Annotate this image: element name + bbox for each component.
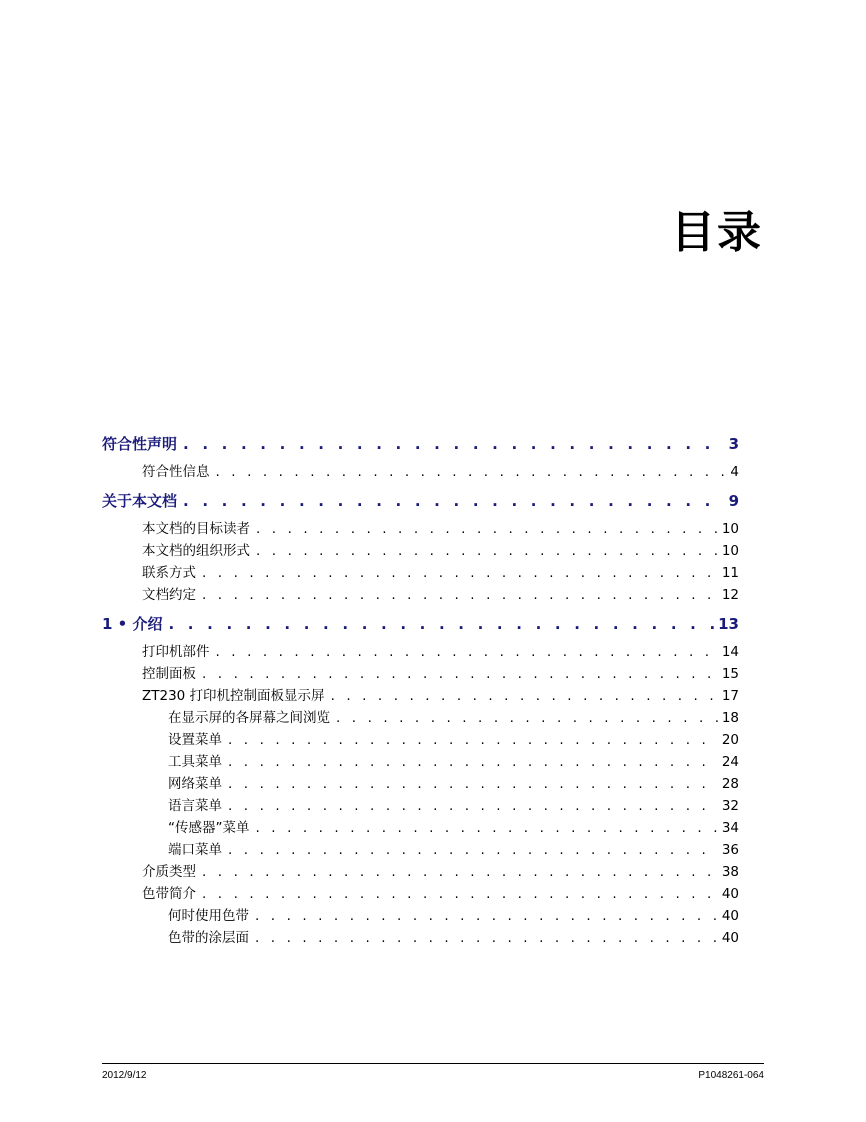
toc-entry-compliance[interactable] [102, 433, 739, 455]
toc-entry-audience[interactable] [142, 517, 739, 537]
toc-leader-dots [255, 930, 718, 946]
toc-leader-dots [256, 820, 718, 836]
toc-leader-dots [256, 543, 718, 559]
toc-entry-introduction[interactable] [102, 613, 739, 635]
toc-entry-page: 13 [718, 615, 739, 633]
footer-divider [102, 1063, 764, 1064]
toc-entry-label: 关于本文档 [102, 492, 178, 510]
toc-entry-navigate-screens[interactable] [168, 706, 739, 726]
footer-date: 2012/9/12 [102, 1070, 147, 1081]
toc-entry-page: 4 [730, 464, 739, 480]
toc-entry-page: 28 [721, 776, 739, 792]
toc-leader-dots [228, 842, 718, 858]
toc-entry-ribbon-coated-side[interactable] [168, 926, 739, 946]
toc-entry-page: 3 [728, 435, 739, 453]
toc-leader-dots [202, 886, 718, 902]
toc-leader-dots [255, 908, 718, 924]
toc-entry-port-menu[interactable] [168, 838, 739, 858]
toc-entry-label: ZT230 打印机控制面板显示屏 [142, 688, 325, 704]
toc-entry-page: 34 [721, 820, 739, 836]
toc-entry-label: 联系方式 [142, 565, 196, 581]
toc-entry-printer-parts[interactable] [142, 640, 739, 660]
toc-entry-page: 32 [721, 798, 739, 814]
toc-entry-compliance-info[interactable] [142, 460, 739, 480]
toc-entry-label: 打印机部件 [142, 644, 210, 660]
toc-leader-dots [183, 435, 725, 453]
toc-entry-page: 14 [721, 644, 739, 660]
toc-leader-dots [202, 565, 718, 581]
toc-entry-label: 端口菜单 [168, 842, 222, 858]
toc-entry-about[interactable] [102, 490, 739, 512]
toc-entry-label: 何时使用色带 [168, 908, 249, 924]
toc-entry-when-use-ribbon[interactable] [168, 904, 739, 924]
toc-entry-ribbon-overview[interactable] [142, 882, 739, 902]
toc-leader-dots [183, 492, 725, 510]
toc-entry-tools-menu[interactable] [168, 750, 739, 770]
toc-entry-label: 文档约定 [142, 587, 196, 603]
toc-entry-label: 工具菜单 [168, 754, 222, 770]
toc-entry-page: 10 [721, 543, 739, 559]
footer-doc-number: P1048261-064 [698, 1070, 764, 1081]
toc-entry-page: 40 [721, 886, 739, 902]
toc-leader-dots [331, 688, 718, 704]
toc-entry-language-menu[interactable] [168, 794, 739, 814]
toc-entry-label: 1 • 介绍 [102, 615, 163, 633]
toc-leader-dots [168, 615, 714, 633]
toc-entry-label: 语言菜单 [168, 798, 222, 814]
toc-entry-page: 10 [721, 521, 739, 537]
toc-entry-page: 11 [721, 565, 739, 581]
toc-entry-label: 符合性信息 [142, 464, 210, 480]
toc-leader-dots [228, 798, 718, 814]
toc-entry-setup-menu[interactable] [168, 728, 739, 748]
toc-entry-page: 17 [721, 688, 739, 704]
toc-entry-label: 色带的涂层面 [168, 930, 249, 946]
toc-leader-dots [216, 464, 727, 480]
toc-leader-dots [336, 710, 718, 726]
toc-entry-label: 色带简介 [142, 886, 196, 902]
toc-entry-media-types[interactable] [142, 860, 739, 880]
toc-entry-control-panel[interactable] [142, 662, 739, 682]
toc-entry-label: 在显示屏的各屏幕之间浏览 [168, 710, 330, 726]
toc-entry-label: 本文档的目标读者 [142, 521, 250, 537]
toc-entry-page: 18 [721, 710, 739, 726]
toc-entry-page: 12 [721, 587, 739, 603]
page-title: 目录 [671, 207, 763, 258]
toc-leader-dots [228, 754, 718, 770]
toc-entry-sensor-menu[interactable] [168, 816, 739, 836]
toc-leader-dots [202, 587, 718, 603]
toc-entry-page: 38 [721, 864, 739, 880]
toc-entry-contact[interactable] [142, 561, 739, 581]
toc-entry-page: 36 [721, 842, 739, 858]
toc-entry-network-menu[interactable] [168, 772, 739, 792]
toc-leader-dots [202, 864, 718, 880]
toc-entry-page: 40 [721, 930, 739, 946]
toc-entry-label: 设置菜单 [168, 732, 222, 748]
toc-entry-label: “传感器”菜单 [168, 820, 250, 836]
toc-leader-dots [228, 776, 718, 792]
toc-entry-label: 符合性声明 [102, 435, 178, 453]
toc-entry-page: 24 [721, 754, 739, 770]
toc-entry-page: 20 [721, 732, 739, 748]
toc-leader-dots [202, 666, 718, 682]
toc-entry-page: 9 [728, 492, 739, 510]
toc-entry-organization[interactable] [142, 539, 739, 559]
toc-entry-label: 本文档的组织形式 [142, 543, 250, 559]
toc-leader-dots [216, 644, 718, 660]
toc-entry-label: 介质类型 [142, 864, 196, 880]
toc-leader-dots [256, 521, 718, 537]
toc-entry-page: 40 [721, 908, 739, 924]
toc-entry-display[interactable] [142, 684, 739, 704]
toc-leader-dots [228, 732, 718, 748]
toc-entry-label: 网络菜单 [168, 776, 222, 792]
toc-entry-page: 15 [721, 666, 739, 682]
toc-entry-label: 控制面板 [142, 666, 196, 682]
toc-entry-conventions[interactable] [142, 583, 739, 603]
